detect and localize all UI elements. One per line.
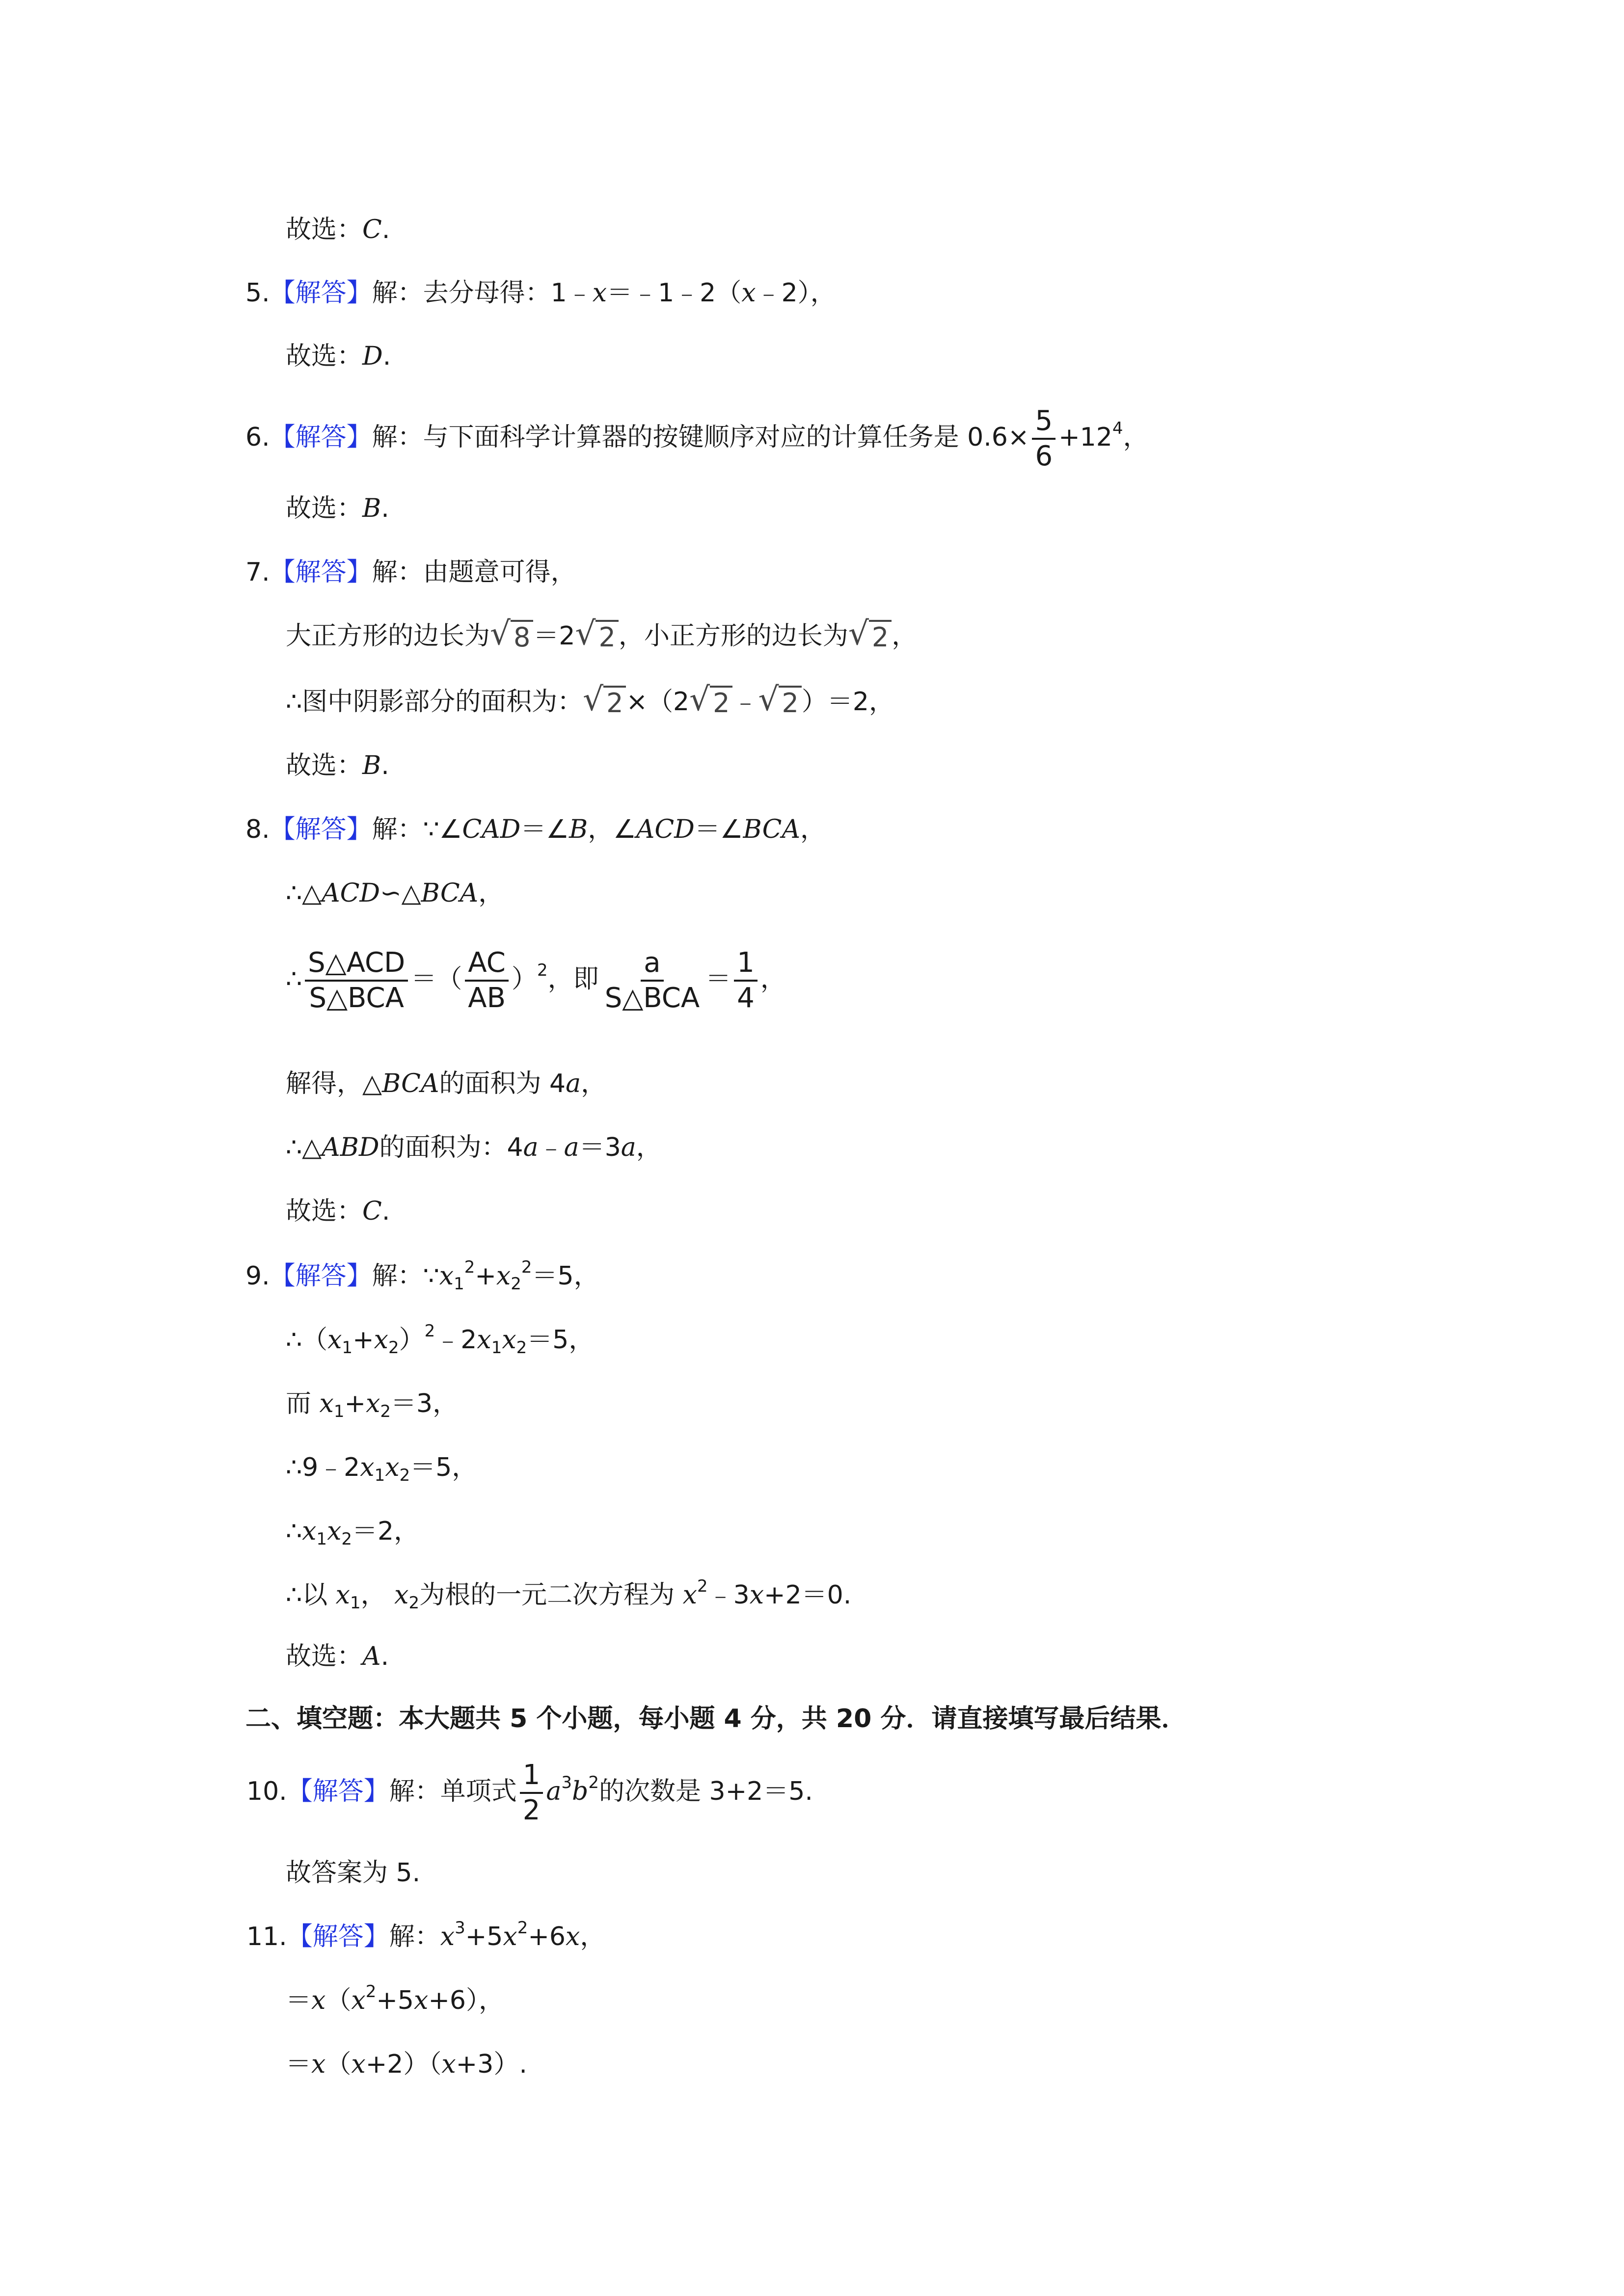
fraction bbox=[465, 949, 509, 1012]
q5-text-b: ＝﹣1﹣2（ bbox=[607, 278, 742, 308]
numerator: AC bbox=[465, 949, 508, 982]
text: ∴图中阴影部分的面积为： bbox=[286, 687, 583, 717]
angle: BCA bbox=[743, 815, 801, 844]
q5-text-c: ﹣2）， bbox=[756, 278, 836, 308]
q7-line-2 bbox=[286, 616, 917, 656]
q8-line-4 bbox=[286, 1064, 606, 1103]
sqrt: √ 8 bbox=[490, 618, 533, 658]
text: 而 bbox=[286, 1389, 320, 1418]
q5-line bbox=[245, 273, 836, 313]
question-number: 9. bbox=[245, 1261, 270, 1291]
angle: ACD bbox=[636, 815, 695, 844]
text: 解：∵ bbox=[372, 1261, 439, 1291]
answer-tag: 【解答】 bbox=[287, 1777, 389, 1806]
q8-answer: 故选：C. bbox=[286, 1197, 390, 1226]
q6-text: 解：与下面科学计算器的按键顺序对应的计算任务是 0.6× bbox=[372, 423, 1029, 452]
q7-text: 解：由题意可得， bbox=[372, 558, 576, 587]
q9-line-5: $\therefore x_1x_2=2$， bbox=[286, 1517, 420, 1549]
q9-answer: 故选：A. bbox=[286, 1642, 389, 1671]
text: +2＝0. bbox=[764, 1580, 852, 1610]
question-number: 11. bbox=[246, 1922, 287, 1951]
q10-answer: 故答案为 5. bbox=[286, 1858, 421, 1888]
text: ∴以 bbox=[286, 1580, 336, 1610]
angle: B bbox=[569, 815, 588, 844]
text: ＝∠ bbox=[520, 815, 569, 844]
q6-tail: +12 bbox=[1058, 423, 1112, 452]
var: a bbox=[564, 1133, 579, 1162]
text: ﹣ bbox=[732, 687, 758, 717]
text: 大正方形的边长为 bbox=[286, 621, 490, 651]
answer-prefix: 故选： bbox=[286, 1197, 363, 1226]
radicand: 2 bbox=[779, 686, 801, 719]
radicand: 2 bbox=[869, 620, 892, 653]
answer-choice: A bbox=[362, 1642, 381, 1671]
exponent: 2 bbox=[537, 961, 548, 980]
answer-prefix: 故选： bbox=[286, 751, 363, 780]
text: ，∠ bbox=[588, 815, 636, 844]
text: ∴ bbox=[286, 1517, 302, 1546]
answer-prefix: 故选： bbox=[286, 1642, 363, 1671]
punct: ， bbox=[581, 1069, 607, 1098]
answer-tag: 【解答】 bbox=[287, 1922, 389, 1951]
q7-line-3 bbox=[286, 682, 894, 721]
text: ×（2 bbox=[626, 687, 690, 717]
text: ∴△ bbox=[286, 1133, 322, 1162]
answer-choice: B bbox=[362, 751, 381, 780]
numerator: 5 bbox=[1032, 407, 1056, 440]
q11-line: 11.【解答】解：$x^3+5x^2+6x$， bbox=[246, 1918, 606, 1951]
exponent: 4 bbox=[1112, 419, 1123, 438]
radicand: 2 bbox=[595, 620, 618, 653]
sqrt: √ 2 bbox=[758, 684, 801, 723]
text: ＝（ bbox=[411, 964, 462, 994]
text: 的次数是 3+2＝5. bbox=[598, 1777, 813, 1806]
answer-line: 故选：C. bbox=[286, 215, 390, 244]
var: a bbox=[523, 1133, 539, 1162]
punct: ， bbox=[478, 879, 504, 908]
text: ， bbox=[892, 621, 918, 651]
answer-tag: 【解答】 bbox=[270, 558, 372, 587]
answer-tag: 【解答】 bbox=[270, 815, 372, 844]
q9-line-4: $\therefore 9﹣2x_1x_2=5$， bbox=[286, 1453, 478, 1485]
denominator: AB bbox=[468, 982, 506, 1014]
denominator: S△BCA bbox=[309, 982, 404, 1014]
text: ∴ bbox=[286, 964, 302, 994]
text: ，即 bbox=[547, 964, 599, 994]
answer-choice: C bbox=[362, 215, 382, 244]
q8-line-2 bbox=[286, 874, 504, 913]
question-number: 6. bbox=[245, 423, 270, 452]
text: ， bbox=[360, 1580, 395, 1610]
section-heading: 二、填空题：本大题共 5 个小题，每小题 4 分，共 20 分．请直接填写最后结果． bbox=[245, 1704, 1187, 1734]
punct: ， bbox=[800, 815, 826, 844]
q9-line-2: $\therefore(x_1+x_2)^2﹣2x_1x_2=5$， bbox=[286, 1321, 595, 1358]
text: 解：单项式 bbox=[389, 1777, 517, 1806]
text: ＝ bbox=[705, 964, 731, 994]
text: ＝ bbox=[286, 2050, 312, 2079]
triangle: BCA bbox=[382, 1069, 439, 1098]
var: a bbox=[621, 1133, 636, 1162]
triangle: ABD bbox=[322, 1133, 379, 1162]
numerator: S△ACD bbox=[305, 949, 408, 982]
var: a bbox=[566, 1069, 581, 1098]
q9-line-3: 而 $x_1+x_2=3$， bbox=[286, 1389, 459, 1421]
q11-line-2: $=x(x^2+5x+6)$， bbox=[286, 1982, 504, 2015]
numerator: 1 bbox=[734, 949, 758, 982]
sqrt: √ 2 bbox=[583, 684, 626, 723]
text: ＝2 bbox=[533, 621, 575, 651]
fraction: $\frac{1}{2}$ bbox=[520, 1762, 543, 1824]
answer-tag: 【解答】 bbox=[270, 423, 372, 452]
var-x: x bbox=[592, 278, 607, 308]
triangle: ACD bbox=[322, 879, 380, 908]
punct: ， bbox=[636, 1133, 662, 1162]
text: ＝5， bbox=[532, 1261, 599, 1291]
q8-line-5 bbox=[286, 1128, 662, 1167]
radicand: 8 bbox=[511, 620, 533, 653]
answer-choice: B bbox=[362, 494, 381, 523]
q5-text: 解：去分母得：1﹣ bbox=[372, 278, 593, 308]
fraction bbox=[305, 949, 408, 1012]
sqrt: √ 2 bbox=[689, 684, 732, 723]
sqrt: √ 2 bbox=[848, 618, 892, 658]
q9-line-6: ∴以 $x_1$， $x_2$为根的一元二次方程为 $x^2﹣3x+2=0$. bbox=[286, 1576, 852, 1613]
text: ﹣2 bbox=[435, 1325, 477, 1355]
text: ，小正方形的边长为 bbox=[618, 621, 848, 651]
var-x: x bbox=[741, 278, 756, 308]
question-number: 8. bbox=[245, 815, 270, 844]
fraction bbox=[1032, 407, 1056, 470]
answer-tag: 【解答】 bbox=[270, 278, 372, 308]
text: ＝∠ bbox=[694, 815, 743, 844]
question-number: 5. bbox=[245, 278, 270, 308]
text: ） bbox=[512, 964, 538, 994]
text: 解：∵∠ bbox=[372, 815, 462, 844]
q8-line bbox=[245, 810, 826, 849]
radicand: 2 bbox=[710, 686, 732, 719]
answer-choice: D bbox=[362, 342, 383, 371]
text: ∴9﹣2 bbox=[286, 1453, 360, 1482]
q10-line: 10.【解答】解：单项式 $\frac{1}{2}$ $a^3b^2$的次数是 3+2＝5. bbox=[246, 1759, 813, 1826]
fraction bbox=[734, 949, 758, 1012]
text: ﹣3 bbox=[707, 1580, 750, 1610]
q7-line bbox=[245, 553, 576, 592]
q9-line: 9.【解答】解：$\because x_1^2+x_2^2=5$， bbox=[245, 1257, 599, 1294]
fraction bbox=[602, 949, 703, 1012]
sqrt: √ 2 bbox=[575, 618, 618, 658]
text: 的面积为：4 bbox=[379, 1133, 523, 1162]
text: ） bbox=[399, 1325, 425, 1355]
answer-prefix: 故选： bbox=[286, 342, 363, 371]
answer-prefix: 故选： bbox=[286, 494, 363, 523]
q6-answer: 故选：B. bbox=[286, 494, 389, 523]
text: ∴△ bbox=[286, 879, 322, 908]
text: 为根的一元二次方程为 bbox=[419, 1580, 683, 1610]
answer-choice: C bbox=[362, 1197, 382, 1226]
q6-line bbox=[245, 405, 1149, 472]
denominator: 6 bbox=[1035, 440, 1053, 472]
text: ∽△ bbox=[380, 879, 421, 908]
question-number: 10. bbox=[246, 1777, 287, 1806]
angle: CAD bbox=[462, 815, 521, 844]
numerator: a bbox=[641, 949, 663, 982]
q8-line-3 bbox=[286, 935, 786, 1023]
text: ＝2， bbox=[352, 1517, 420, 1546]
text: ∴（ bbox=[286, 1325, 328, 1355]
q11-line-3: ＝x（x+2）（x+3）. bbox=[286, 2050, 527, 2079]
punct: ， bbox=[760, 964, 786, 994]
punct: ， bbox=[1123, 423, 1149, 452]
denominator: 4 bbox=[737, 982, 755, 1014]
answer-prefix: 故选： bbox=[286, 215, 363, 244]
radicand: 2 bbox=[603, 686, 626, 719]
text: 解： bbox=[389, 1922, 440, 1951]
answer-tag: 【解答】 bbox=[270, 1261, 372, 1291]
q5-answer: 故选：D. bbox=[286, 342, 391, 371]
text: 解得，△ bbox=[286, 1069, 382, 1098]
text: ﹣ bbox=[538, 1133, 564, 1162]
text: ＝3， bbox=[391, 1389, 459, 1418]
q7-answer: 故选：B. bbox=[286, 751, 389, 780]
text: ＝ bbox=[286, 1986, 312, 2015]
text: ＝3 bbox=[579, 1133, 621, 1162]
question-number: 7. bbox=[245, 558, 270, 587]
text: ）＝2， bbox=[801, 687, 894, 717]
triangle: BCA bbox=[421, 879, 479, 908]
text: 的面积为 4 bbox=[439, 1069, 566, 1098]
denominator: S△BCA bbox=[604, 982, 700, 1014]
